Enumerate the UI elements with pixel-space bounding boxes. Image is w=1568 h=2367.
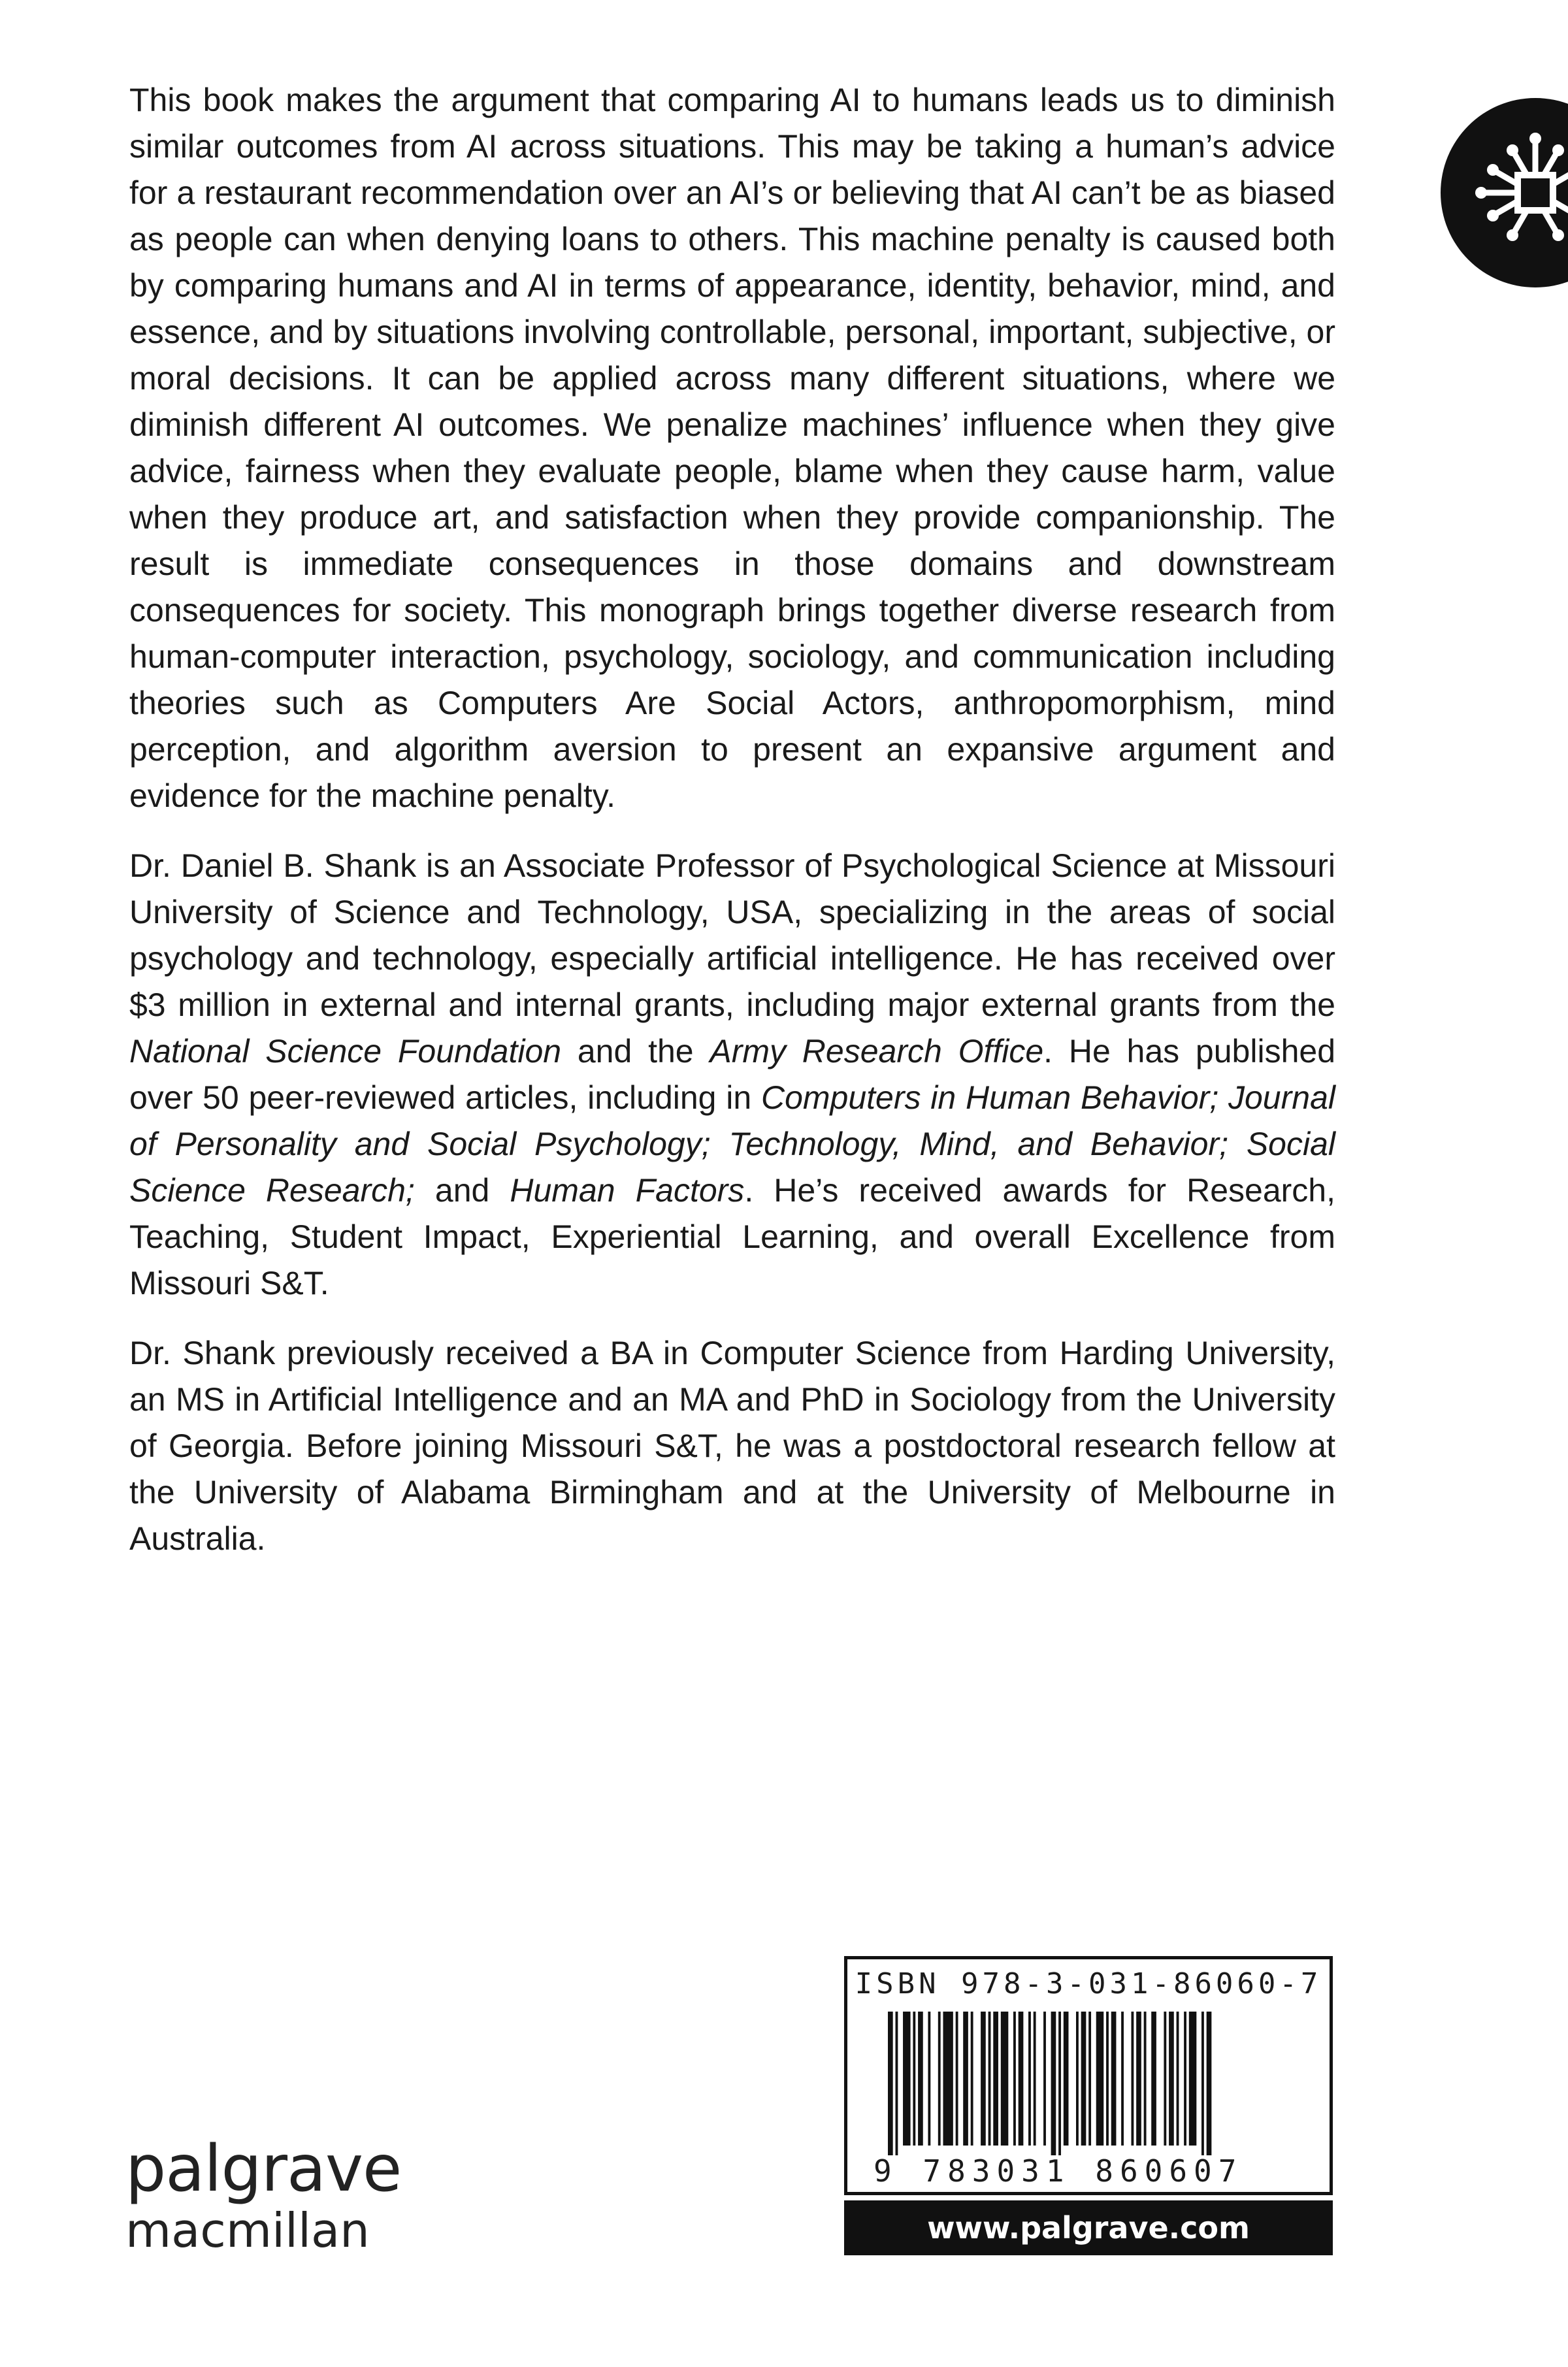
text-run: . He’s received awards for Research, Teaching, Student Impact, Experiential Learning, and overall Excellence from Missouri S&T.: [129, 1172, 1336, 1301]
barcode-bar: [928, 2012, 930, 2146]
isbn-barcode-box: [844, 1956, 1333, 2195]
barcode-bar: [1184, 2012, 1186, 2146]
barcode-bar: [1207, 2012, 1212, 2155]
barcode-bar: [1151, 2012, 1156, 2146]
barcode-bar: [1164, 2012, 1166, 2146]
barcode-bar: [956, 2012, 958, 2146]
barcode-bar: [1136, 2012, 1141, 2146]
barcode-bar: [888, 2012, 893, 2155]
paragraph: [129, 1330, 1335, 1562]
barcode-bar: [1201, 2012, 1204, 2155]
barcode-bar: [963, 2012, 968, 2146]
barcode-bar: [1076, 2012, 1079, 2146]
italic-run: Computers in Human Behavior; Journal of Personality and Social Psychology; Technology, Mind, and Behavior; Social Science Research;: [129, 1079, 1335, 1209]
barcode-bar: [988, 2012, 991, 2146]
paragraph: [129, 843, 1335, 1307]
barcode-bar: [1051, 2012, 1056, 2155]
blurb-text: [129, 77, 1335, 1586]
barcode-bar: [943, 2012, 953, 2146]
barcode-bar: [1106, 2012, 1109, 2146]
isbn-label: ISBN 978-3-031-86060-7: [855, 1967, 1322, 2000]
text-run: and the: [561, 1033, 710, 1069]
barcode-bar: [1034, 2012, 1036, 2146]
barcode-bar: [1169, 2012, 1174, 2146]
barcode-bar: [1131, 2012, 1134, 2146]
barcode-bar: [1043, 2012, 1046, 2146]
circuit-chip-icon: [1441, 98, 1568, 287]
text-run: Dr. Shank previously received a BA in Computer Science from Harding University, an MS in Artificial Intelligence and an MA and PhD in Sociology from the University of Georgia. Before joining Missouri S&T, he was a postdoctoral research fellow at the University of Alabama Birmingham and at the University of Melbourne in Australia.: [129, 1335, 1335, 1557]
barcode-bar: [1058, 2012, 1061, 2155]
barcode-bar: [971, 2012, 973, 2146]
publisher-logo-line1: palgrave: [125, 2132, 402, 2206]
italic-run: Army Research Office: [710, 1033, 1044, 1069]
barcode-bar: [913, 2012, 915, 2146]
barcode-bar: [1088, 2012, 1091, 2146]
barcode-bar: [1001, 2012, 1009, 2146]
barcode-bar: [1189, 2012, 1197, 2146]
italic-run: National Science Foundation: [129, 1033, 562, 1069]
barcode-bar: [903, 2012, 911, 2146]
barcode-digits: 9 783031 860607: [874, 2153, 1243, 2189]
barcode-bar: [1019, 2012, 1024, 2146]
barcode-bar: [1121, 2012, 1124, 2146]
text-run: and: [414, 1172, 510, 1209]
publisher-url: www.palgrave.com: [844, 2200, 1333, 2255]
barcode-bar: [993, 2012, 998, 2146]
paragraph: [129, 77, 1335, 819]
text-run: . He has published over 50 peer-reviewed articles, including in: [129, 1033, 1335, 1116]
publisher-logo: [125, 2132, 402, 2258]
barcode-bar: [981, 2012, 986, 2146]
barcode-bar: [1177, 2012, 1179, 2146]
text-run: Dr. Daniel B. Shank is an Associate Professor of Psychological Science at Missouri University of Science and Technology, USA, specializing in the areas of social psychology and technology, especially artificial intelligence. He has received over $3 million in external and internal grants, including major external grants from the: [129, 847, 1335, 1023]
barcode-bar: [1081, 2012, 1086, 2146]
barcode-bar: [896, 2012, 898, 2155]
barcode-bar: [1064, 2012, 1069, 2146]
barcode-bar: [1144, 2012, 1147, 2146]
barcode-bar: [938, 2012, 941, 2146]
barcode-bar: [1028, 2012, 1031, 2146]
publisher-logo-line2: macmillan: [125, 2203, 370, 2258]
barcode-bar: [1111, 2012, 1117, 2146]
barcode-bars: [888, 2012, 1293, 2155]
text-run: This book makes the argument that comparing AI to humans leads us to diminish similar outcomes from AI across situations. This may be taking a human’s advice for a restaurant recommendation over an AI’s or believing that AI can’t be as biased as people can when denying loans to others. This machine penalty is caused both by comparing humans and AI in terms of appearance, identity, behavior, mind, and essence, and by situations involving controllable, personal, important, subjective, or moral decisions. It can be applied across many different situations, where we diminish different AI outcomes. We penalize machines’ influence when they give advice, fairness when they evaluate people, blame when they cause harm, value when they produce art, and satisfaction when they provide companionship. The result is immediate consequences in those domains and downstream consequences for society. This monograph brings together diverse research from human-computer interaction, psychology, sociology, and communication including theories such as Computers Are Social Actors, anthropomorphism, mind perception, and algorithm aversion to present an expansive argument and evidence for the machine penalty.: [129, 82, 1335, 814]
barcode-bar: [1013, 2012, 1016, 2146]
barcode-bar: [1096, 2012, 1104, 2146]
barcode-bar: [918, 2012, 923, 2146]
italic-run: Human Factors: [510, 1172, 745, 1209]
